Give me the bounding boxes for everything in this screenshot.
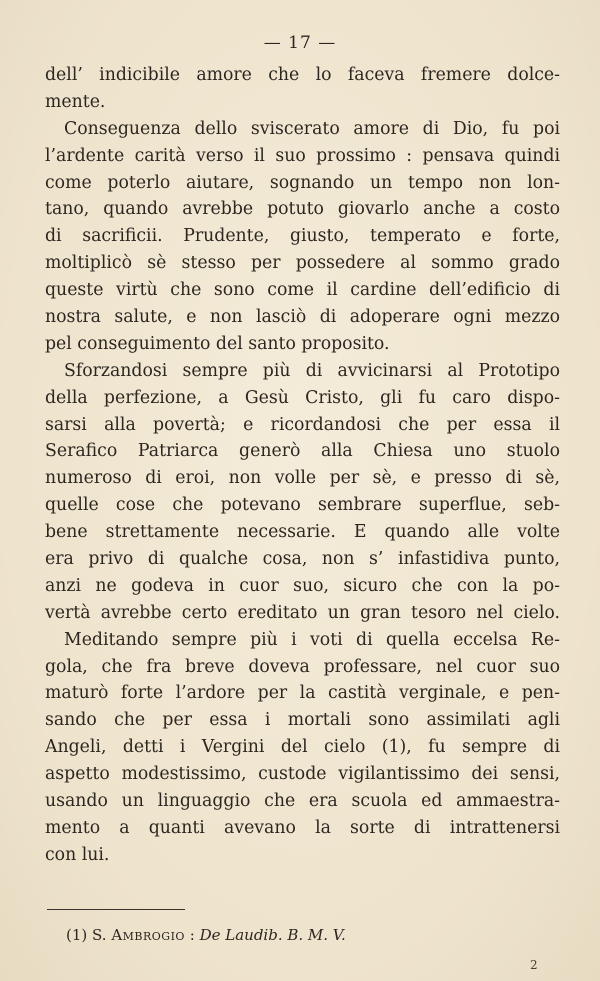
- text-line: Conseguenza dello sviscerato amore di Dio, fu poi: [64, 118, 560, 139]
- text-line: mente.: [45, 91, 106, 112]
- text-line: sando che per essa i mortali sono assimilati agli: [45, 710, 560, 731]
- body-text: [45, 62, 560, 869]
- text-line: bene strettamente necessarie. E quando alle volte: [45, 522, 560, 543]
- text-line: Serafico Patriarca generò alla Chiesa uno stuolo: [45, 441, 560, 462]
- text-line: tano, quando avrebbe potuto giovarlo anche a costo: [45, 199, 560, 220]
- text-line: Angeli, detti i Vergini del cielo (1), fu sempre di: [45, 737, 560, 758]
- text-line: l’ardente carità verso il suo prossimo : pensava quindi: [45, 145, 560, 166]
- text-line: di sacrificii. Prudente, giusto, temperato e forte,: [45, 226, 560, 247]
- page-number: — 17 —: [263, 33, 337, 53]
- text-line: era privo di qualche cosa, non s’ infastidiva punto,: [45, 549, 560, 570]
- text-line: dell’ indicibile amore che lo faceva fremere dolce-: [45, 65, 560, 85]
- text-line: maturò forte l’ardore per la castità verginale, e pen-: [45, 683, 560, 704]
- text-line: sarsi alla povertà; e ricordandosi che per essa il: [45, 414, 560, 435]
- footnote-work: De Laudib. B. M. V.: [199, 926, 346, 944]
- text-line: anzi ne godeva in cuor suo, sicuro che con la po-: [45, 575, 560, 596]
- printer-signature: 2: [530, 958, 538, 972]
- footnote-divider: [47, 909, 185, 910]
- footnote-marker: (1) S.: [66, 926, 107, 944]
- text-line: come poterlo aiutare, sognando un tempo non lon-: [45, 172, 560, 193]
- text-line: nostra salute, e non lasciò di adoperare ogni mezzo: [45, 307, 560, 328]
- text-line: numeroso di eroi, non volle per sè, e presso di sè,: [45, 468, 560, 489]
- text-line: gola, che fra breve doveva professare, nel cuor suo: [45, 656, 560, 677]
- text-line: quelle cose che potevano sembrare superflue, seb-: [45, 495, 560, 516]
- text-line: Meditando sempre più i voti di quella eccelsa Re-: [64, 629, 560, 650]
- footnote: [66, 926, 346, 944]
- text-line: pel conseguimento del santo proposito.: [45, 333, 390, 354]
- text-line: con lui.: [45, 844, 110, 865]
- footnote-separator: :: [189, 926, 195, 944]
- text-line: usando un linguaggio che era scuola ed ammaestra-: [45, 791, 560, 812]
- text-line: vertà avrebbe certo ereditato un gran tesoro nel cielo.: [45, 602, 560, 623]
- text-line: mento a quanti avevano la sorte di intrattenersi: [45, 817, 560, 838]
- text-line: aspetto modestissimo, custode vigilantissimo dei sensi,: [45, 764, 560, 785]
- text-line: della perfezione, a Gesù Cristo, gli fu caro dispo-: [45, 387, 560, 408]
- footnote-author: Ambrogio: [111, 926, 185, 944]
- text-line: Sforzandosi sempre più di avvicinarsi al Prototipo: [64, 360, 560, 381]
- text-line: queste virtù che sono come il cardine dell’edificio di: [45, 280, 560, 301]
- text-line: moltiplicò sè stesso per possedere al sommo grado: [45, 253, 560, 274]
